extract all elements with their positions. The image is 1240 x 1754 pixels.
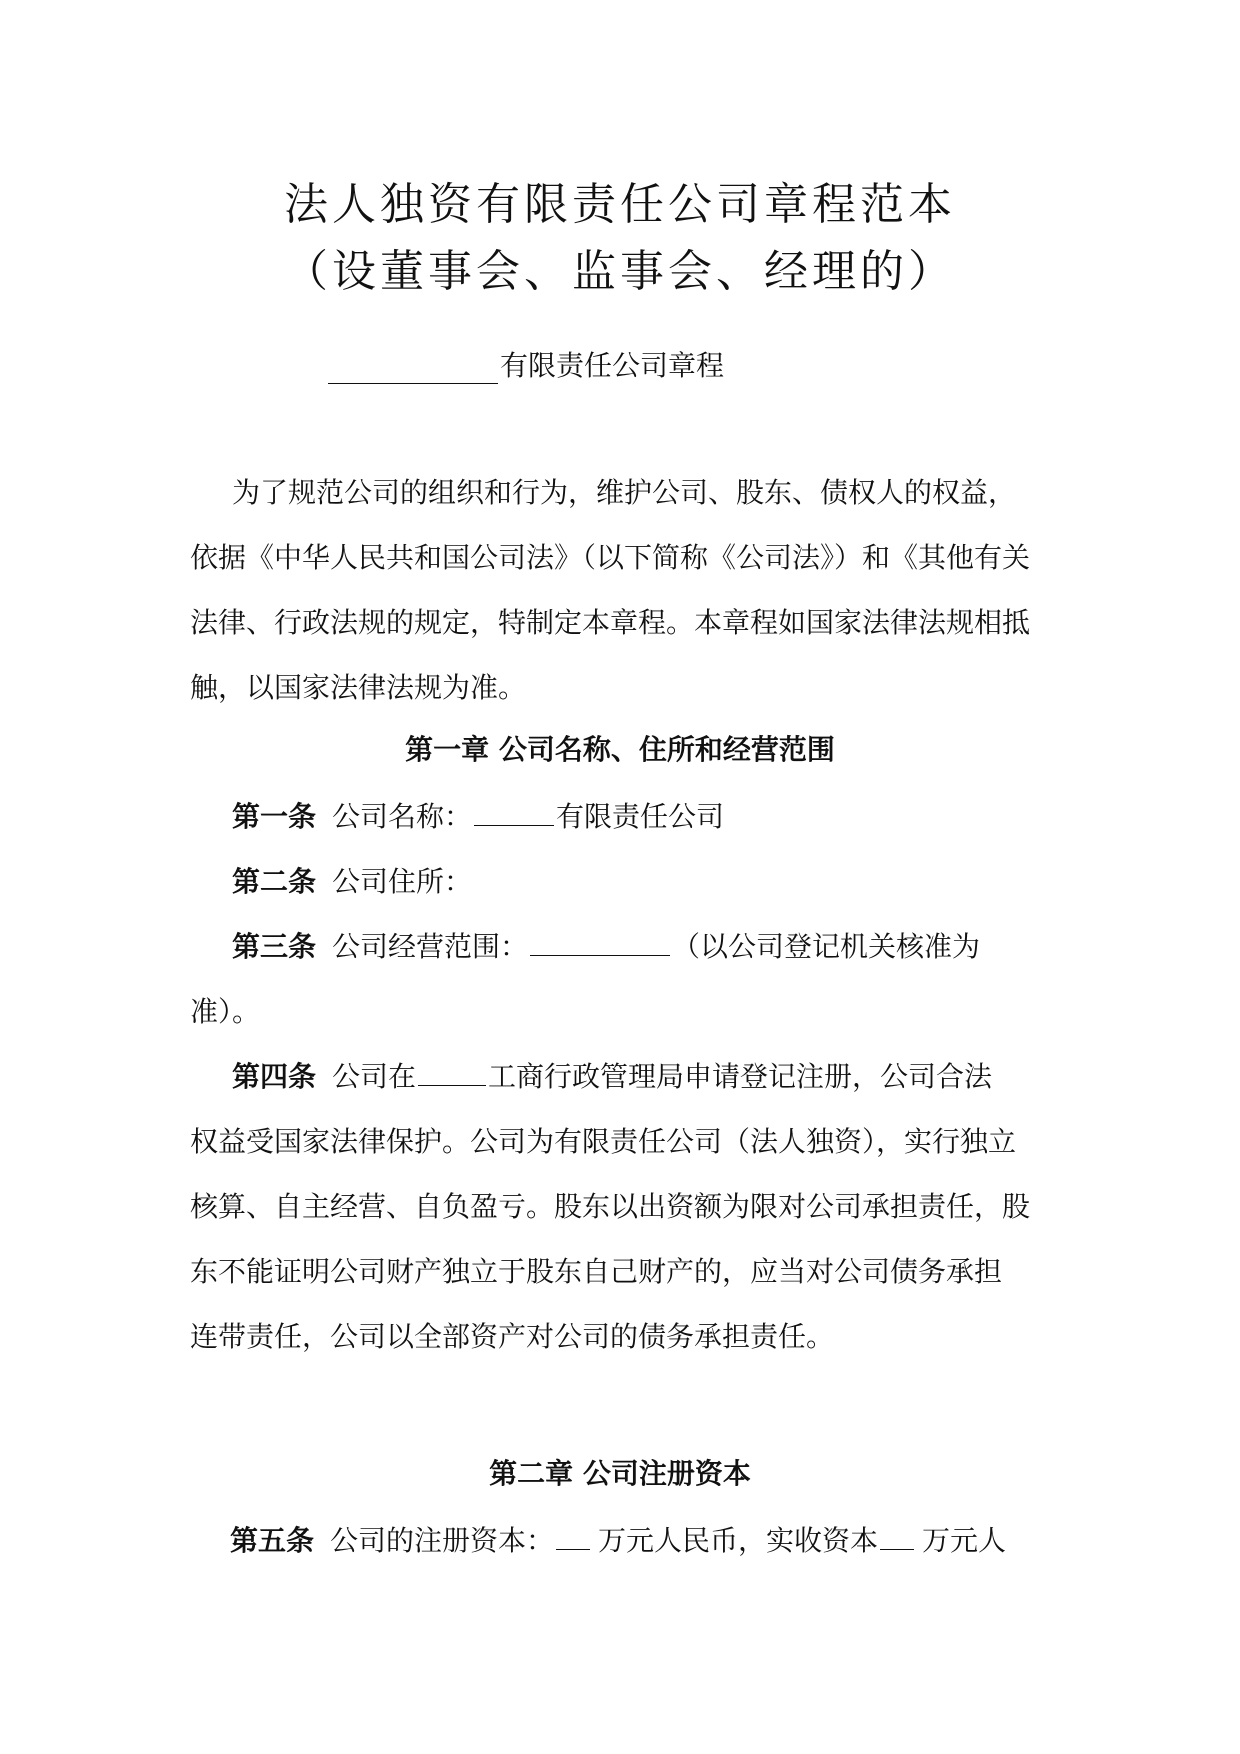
article-3-blank [530,923,670,956]
article-5-suffix: 万元人 [922,1524,1007,1557]
chapter-1-heading: 第一章 公司名称、住所和经营范围 [405,733,835,766]
article-3 [190,914,1070,1044]
company-name-blank [328,351,498,384]
article-5-mid: 万元人民币，实收资本 [598,1524,879,1557]
preamble [190,460,1070,720]
article-4-line: 东不能证明公司财产独立于股东自己财产的，应当对公司债务承担 [190,1255,1003,1288]
article-5-blank-2 [880,1517,914,1550]
article-4-line: 权益受国家法律保护。公司为有限责任公司（法人独资），实行独立 [190,1125,1017,1158]
article-1 [190,784,1070,849]
article-4-label: 第四条 [232,1060,317,1093]
article-1-blank [474,793,554,826]
charter-heading-text: 有限责任公司章程 [500,349,725,382]
article-1-suffix: 有限责任公司 [556,800,725,833]
preamble-line: 为了规范公司的组织和行为，维护公司、股东、债权人的权益， [232,476,1017,509]
article-2 [190,849,1070,914]
article-5 [200,1508,1080,1573]
article-4-prefix: 公司在 [332,1060,417,1093]
article-5-label: 第五条 [230,1524,315,1557]
charter-heading [326,344,724,384]
chapter-2-heading: 第二章 公司注册资本 [489,1457,751,1490]
article-3-prefix: 公司经营范围： [332,930,529,963]
article-4-line: 连带责任，公司以全部资产对公司的债务承担责任。 [190,1320,835,1353]
article-4-blank [418,1053,486,1086]
article-4-line: 核算、自主经营、自负盈亏。股东以出资额为限对公司承担责任，股 [190,1190,1031,1223]
article-4-suffix: 工商行政管理局申请登记注册，公司合法 [488,1060,993,1093]
preamble-line: 触，以国家法律法规为准。 [190,671,527,704]
article-5-blank-1 [556,1517,590,1550]
article-2-text: 公司住所： [332,865,473,898]
preamble-line: 法律、行政法规的规定，特制定本章程。本章程如国家法律法规相抵 [190,606,1031,639]
article-5-prefix: 公司的注册资本： [330,1524,555,1557]
article-1-prefix: 公司名称： [332,800,473,833]
article-3-line2: 准）。 [190,995,261,1028]
article-1-label: 第一条 [232,800,317,833]
article-2-label: 第二条 [232,865,317,898]
article-3-label: 第三条 [232,930,317,963]
document-title: 法人独资有限责任公司章程范本 [284,179,956,230]
preamble-line: 依据《中华人民共和国公司法》（以下简称《公司法》）和《其他有关 [190,541,1031,574]
document-subtitle: （设董事会、监事会、经理的） [284,246,956,297]
article-4 [190,1044,1070,1369]
article-3-suffix: （以公司登记机关核准为 [672,930,981,963]
